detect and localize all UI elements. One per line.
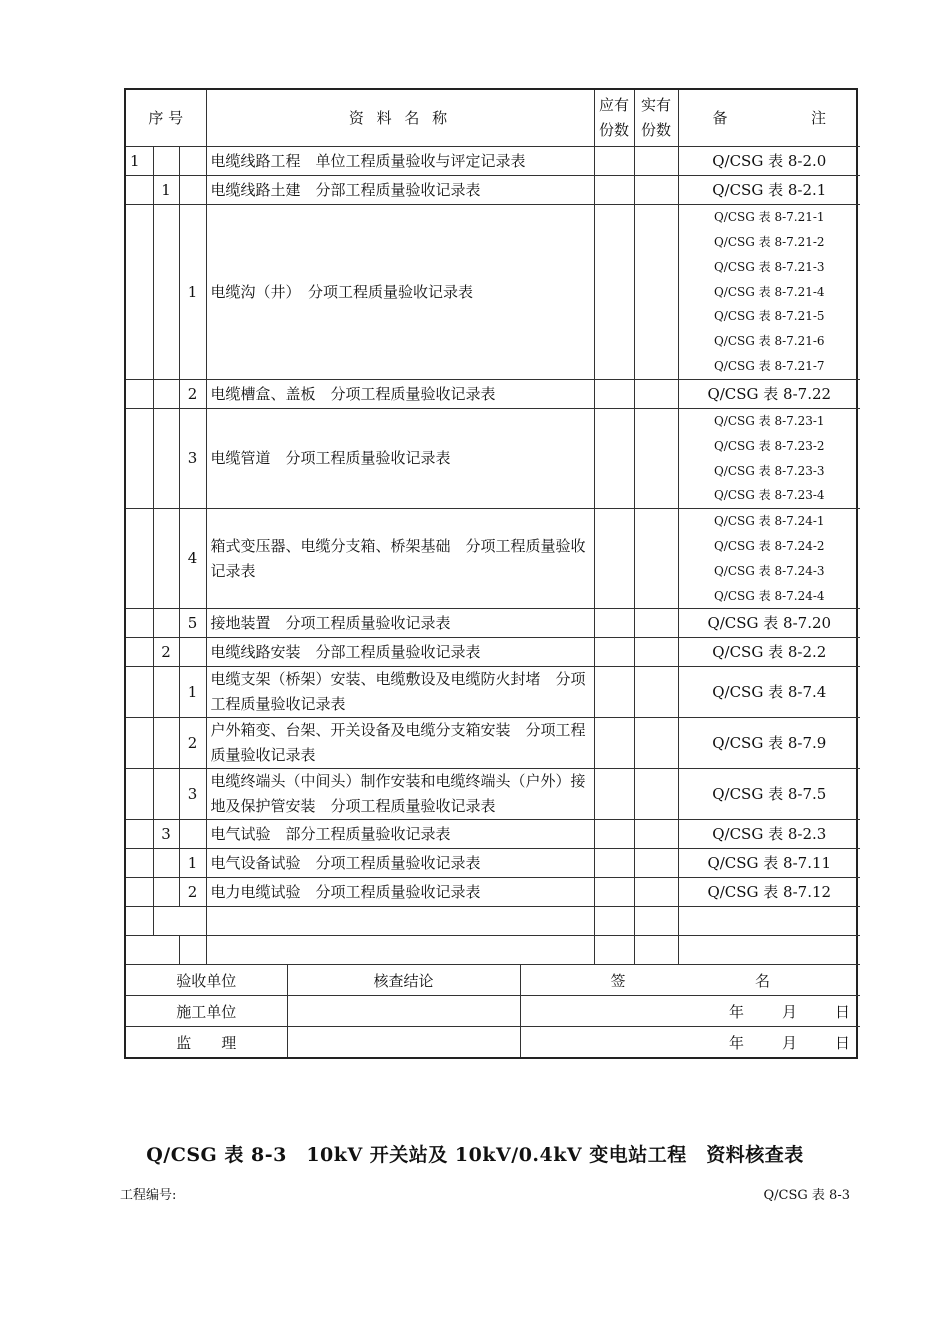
empty-cell[interactable] (634, 936, 678, 965)
seq-l2: 2 (153, 638, 179, 667)
form-code: Q/CSG 表 8-2.2 (678, 638, 860, 667)
form-code-line: Q/CSG 表 8-7.24-2 (713, 538, 825, 553)
document-name: 箱式变压器、电缆分支箱、桥架基础 分项工程质量验收记录表 (206, 509, 594, 609)
seq-l3: 3 (179, 769, 206, 820)
seq-l2: 3 (153, 820, 179, 849)
seq-l1 (126, 409, 153, 509)
required-count-cell[interactable] (594, 147, 634, 176)
form-code: Q/CSG 表 8-7.20 (678, 609, 860, 638)
form-code (678, 205, 860, 380)
seq-l3 (179, 147, 206, 176)
empty-cell[interactable] (179, 936, 206, 965)
table-row (126, 609, 860, 638)
empty-cell[interactable] (594, 907, 634, 936)
seq-l2 (153, 769, 179, 820)
supervision-date-cell[interactable]: 年 月 日 (520, 1027, 860, 1058)
table-header-row (126, 90, 860, 147)
document-name: 电缆槽盒、盖板 分项工程质量验收记录表 (206, 380, 594, 409)
table-row (126, 638, 860, 667)
empty-row (126, 907, 860, 936)
seq-l1 (126, 380, 153, 409)
form-code (678, 409, 860, 509)
acceptance-document-sheet (124, 88, 858, 1059)
actual-count-cell[interactable] (634, 509, 678, 609)
empty-cell[interactable] (678, 936, 860, 965)
form-code-line: Q/CSG 表 8-7.23-4 (713, 488, 825, 503)
seq-l2 (153, 409, 179, 509)
form-code-line: Q/CSG 表 8-7.24-1 (713, 514, 825, 529)
table-row (126, 820, 860, 849)
seq-l3: 4 (179, 509, 206, 609)
seq-l1 (126, 176, 153, 205)
document-list-table (126, 90, 860, 965)
required-count-cell[interactable] (594, 638, 634, 667)
empty-cell[interactable] (206, 907, 594, 936)
seq-l1 (126, 718, 153, 769)
form-code-line: Q/CSG 表 8-7.24-4 (713, 588, 825, 603)
actual-count-cell[interactable] (634, 609, 678, 638)
required-count-cell[interactable] (594, 769, 634, 820)
seq-l3: 1 (179, 205, 206, 380)
empty-cell[interactable] (206, 936, 594, 965)
form-code-line: Q/CSG 表 8-7.21-5 (713, 309, 825, 324)
document-name: 电缆支架（桥架）安装、电缆敷设及电缆防火封堵 分项工程质量验收记录表 (206, 667, 594, 718)
form-code (678, 509, 860, 609)
signature-row-supervision (126, 1027, 860, 1058)
document-name: 电缆线路土建 分部工程质量验收记录表 (206, 176, 594, 205)
signature-row-construction (126, 996, 860, 1027)
empty-cell[interactable] (126, 907, 153, 936)
form-code-line: Q/CSG 表 8-7.21-4 (713, 284, 825, 299)
form-code: Q/CSG 表 8-7.4 (678, 667, 860, 718)
seq-l2 (153, 380, 179, 409)
table-row (126, 718, 860, 769)
document-name: 电气设备试验 分项工程质量验收记录表 (206, 849, 594, 878)
seq-l2 (153, 147, 179, 176)
project-number-label: 工程编号: (120, 1188, 177, 1203)
form-code-line: Q/CSG 表 8-7.21-1 (713, 210, 825, 225)
seq-l2 (153, 878, 179, 907)
empty-row (126, 936, 860, 965)
seq-l1 (126, 638, 153, 667)
form-code: Q/CSG 表 8-2.3 (678, 820, 860, 849)
table-row (126, 205, 860, 380)
actual-count-cell[interactable] (634, 638, 678, 667)
sign-name-label: 签 名 (520, 965, 860, 996)
actual-count-cell[interactable] (634, 849, 678, 878)
construction-conclusion-cell[interactable] (287, 996, 520, 1027)
table-row (126, 878, 860, 907)
document-title: Q/CSG 表 8-3 10kV 开关站及 10kV/0.4kV 变电站工程 资料核查表 (146, 1144, 804, 1166)
header-actual: 实有 份数 (634, 90, 678, 147)
seq-l2: 1 (153, 176, 179, 205)
header-remark: 备 注 (678, 90, 860, 147)
form-code: Q/CSG 表 8-7.5 (678, 769, 860, 820)
seq-l3: 1 (179, 667, 206, 718)
form-code-line: Q/CSG 表 8-7.23-3 (713, 463, 825, 478)
header-required: 应有 份数 (594, 90, 634, 147)
table-row (126, 380, 860, 409)
document-name: 电缆线路安装 分部工程质量验收记录表 (206, 638, 594, 667)
seq-l3: 2 (179, 718, 206, 769)
actual-count-cell[interactable] (634, 769, 678, 820)
seq-l2 (153, 849, 179, 878)
document-name: 电气试验 部分工程质量验收记录表 (206, 820, 594, 849)
supervision-unit-label: 监 理 (126, 1027, 287, 1058)
seq-l2 (153, 667, 179, 718)
empty-cell[interactable] (594, 936, 634, 965)
table-row (126, 176, 860, 205)
empty-cell[interactable] (126, 936, 179, 965)
actual-count-cell[interactable] (634, 176, 678, 205)
seq-l1 (126, 509, 153, 609)
empty-cell[interactable] (153, 907, 206, 936)
required-count-cell[interactable] (594, 176, 634, 205)
actual-count-cell[interactable] (634, 718, 678, 769)
seq-l1 (126, 769, 153, 820)
form-code: Q/CSG 表 8-7.9 (678, 718, 860, 769)
table-row (126, 849, 860, 878)
signature-table (126, 965, 860, 1057)
required-count-cell[interactable] (594, 409, 634, 509)
required-count-cell[interactable] (594, 718, 634, 769)
form-code: Q/CSG 表 8-7.11 (678, 849, 860, 878)
signature-header-row (126, 965, 860, 996)
header-seq: 序 号 (126, 90, 206, 147)
table-row (126, 509, 860, 609)
seq-l2 (153, 718, 179, 769)
seq-l2 (153, 509, 179, 609)
required-count-cell[interactable] (594, 380, 634, 409)
seq-l3: 1 (179, 849, 206, 878)
header-name: 资 料 名 称 (206, 90, 594, 147)
table-row (126, 769, 860, 820)
seq-l1 (126, 820, 153, 849)
empty-cell[interactable] (678, 907, 860, 936)
required-count-cell[interactable] (594, 849, 634, 878)
seq-l3: 2 (179, 380, 206, 409)
seq-l3: 5 (179, 609, 206, 638)
form-code-line: Q/CSG 表 8-7.23-2 (713, 438, 825, 453)
form-code: Q/CSG 表 8-7.22 (678, 380, 860, 409)
document-name: 电缆终端头（中间头）制作安装和电缆终端头（户外）接地及保护管安装 分项工程质量验收记录表 (206, 769, 594, 820)
document-name: 电缆管道 分项工程质量验收记录表 (206, 409, 594, 509)
form-code: Q/CSG 表 8-7.12 (678, 878, 860, 907)
form-code-line: Q/CSG 表 8-7.21-2 (713, 235, 825, 249)
form-code-line: Q/CSG 表 8-7.21-7 (713, 358, 825, 373)
form-code-line: Q/CSG 表 8-7.23-1 (713, 414, 825, 428)
required-count-cell[interactable] (594, 509, 634, 609)
document-name: 接地装置 分项工程质量验收记录表 (206, 609, 594, 638)
seq-l3: 2 (179, 878, 206, 907)
required-count-cell[interactable] (594, 609, 634, 638)
actual-count-cell[interactable] (634, 667, 678, 718)
seq-l2 (153, 205, 179, 380)
seq-l1: 1 (126, 147, 153, 176)
document-name: 电力电缆试验 分项工程质量验收记录表 (206, 878, 594, 907)
actual-count-cell[interactable] (634, 409, 678, 509)
required-count-cell[interactable] (594, 820, 634, 849)
document-name: 户外箱变、台架、开关设备及电缆分支箱安装 分项工程质量验收记录表 (206, 718, 594, 769)
seq-l3 (179, 176, 206, 205)
document-name: 电缆沟（井） 分项工程质量验收记录表 (206, 205, 594, 380)
form-code-line: Q/CSG 表 8-7.24-3 (713, 563, 825, 578)
actual-count-cell[interactable] (634, 147, 678, 176)
seq-l1 (126, 205, 153, 380)
table-row (126, 409, 860, 509)
table-row (126, 667, 860, 718)
required-count-cell[interactable] (594, 667, 634, 718)
construction-date-cell[interactable]: 年 月 日 (520, 996, 860, 1027)
form-code: Q/CSG 表 8-2.1 (678, 176, 860, 205)
seq-l3 (179, 638, 206, 667)
empty-cell[interactable] (634, 907, 678, 936)
seq-l1 (126, 878, 153, 907)
seq-l3 (179, 820, 206, 849)
form-code-line: Q/CSG 表 8-7.21-3 (713, 259, 825, 274)
form-code-label: Q/CSG 表 8-3 (763, 1188, 850, 1203)
actual-count-cell[interactable] (634, 380, 678, 409)
seq-l1 (126, 667, 153, 718)
construction-unit-label: 施工单位 (126, 996, 287, 1027)
form-code-line: Q/CSG 表 8-7.21-6 (713, 334, 825, 349)
sign-conclusion-label: 核查结论 (287, 965, 520, 996)
sign-unit-label: 验收单位 (126, 965, 287, 996)
supervision-conclusion-cell[interactable] (287, 1027, 520, 1058)
seq-l2 (153, 609, 179, 638)
document-name: 电缆线路工程 单位工程质量验收与评定记录表 (206, 147, 594, 176)
seq-l1 (126, 609, 153, 638)
actual-count-cell[interactable] (634, 820, 678, 849)
required-count-cell[interactable] (594, 205, 634, 380)
required-count-cell[interactable] (594, 878, 634, 907)
actual-count-cell[interactable] (634, 878, 678, 907)
seq-l1 (126, 849, 153, 878)
form-code: Q/CSG 表 8-2.0 (678, 147, 860, 176)
seq-l3: 3 (179, 409, 206, 509)
actual-count-cell[interactable] (634, 205, 678, 380)
table-row (126, 147, 860, 176)
